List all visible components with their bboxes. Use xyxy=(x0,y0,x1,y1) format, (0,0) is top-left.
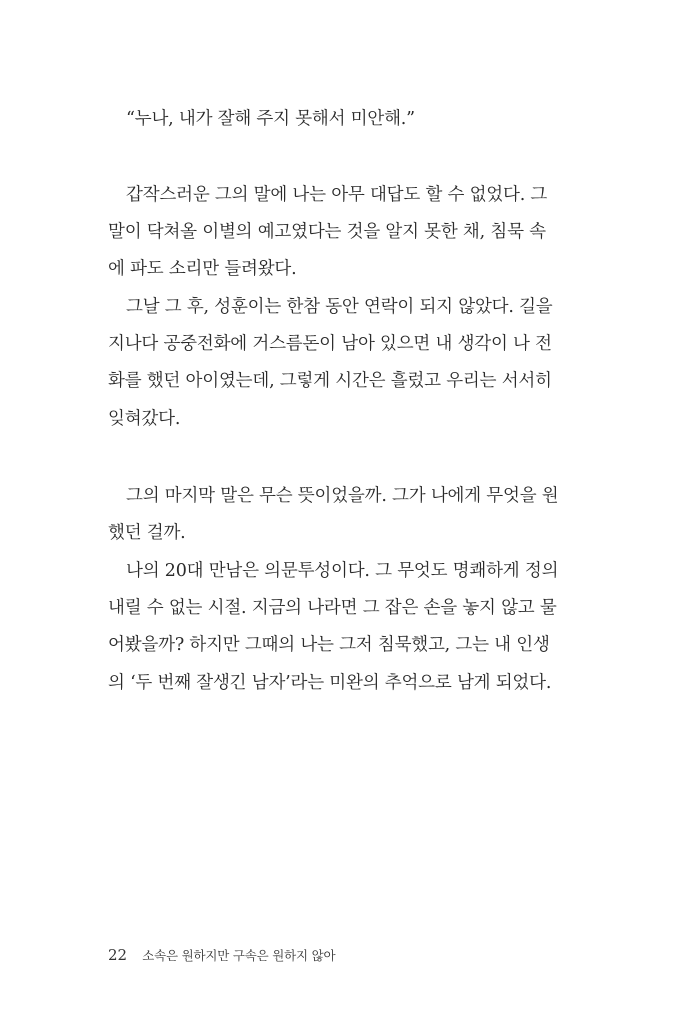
paragraph-line: 말이 닥쳐올 이별의 예고였다는 것을 알지 못한 채, 침묵 속 xyxy=(108,222,546,242)
paragraph-line: 그날 그 후, 성훈이는 한참 동안 연락이 되지 않았다. 길을 xyxy=(126,297,553,317)
paragraph-line: 어봤을까? 하지만 그때의 나는 그저 침묵했고, 그는 내 인생 xyxy=(108,635,550,655)
page-footer xyxy=(108,945,335,964)
paragraph-line: 지나다 공중전화에 거스름돈이 남아 있으면 내 생각이 나 전 xyxy=(108,334,552,354)
paragraph-line: 갑작스러운 그의 말에 나는 아무 대답도 할 수 없었다. 그 xyxy=(126,185,548,205)
paragraph-line: 했던 걸까. xyxy=(108,523,186,543)
paragraph-line: 잊혀갔다. xyxy=(108,409,181,429)
paragraph-line: 화를 했던 아이였는데, 그렇게 시간은 흘렀고 우리는 서서히 xyxy=(108,371,552,391)
paragraph-line: 그의 마지막 말은 무슨 뜻이었을까. 그가 나에게 무엇을 원 xyxy=(126,486,559,506)
running-title: 소속은 원하지만 구속은 원하지 않아 xyxy=(142,948,336,963)
paragraph-line: 에 파도 소리만 들려왔다. xyxy=(108,259,297,279)
paragraph-line: 의 ‘두 번째 잘생긴 남자’라는 미완의 추억으로 남게 되었다. xyxy=(108,673,552,693)
page-number: 22 xyxy=(108,946,128,964)
paragraph-line: 내릴 수 없는 시절. 지금의 나라면 그 잡은 손을 놓지 않고 물 xyxy=(108,598,557,618)
paragraph-line: “누나, 내가 잘해 주지 못해서 미안해.” xyxy=(126,109,415,129)
paragraph-line: 나의 20대 만남은 의문투성이다. 그 무엇도 명쾌하게 정의 xyxy=(126,561,559,581)
